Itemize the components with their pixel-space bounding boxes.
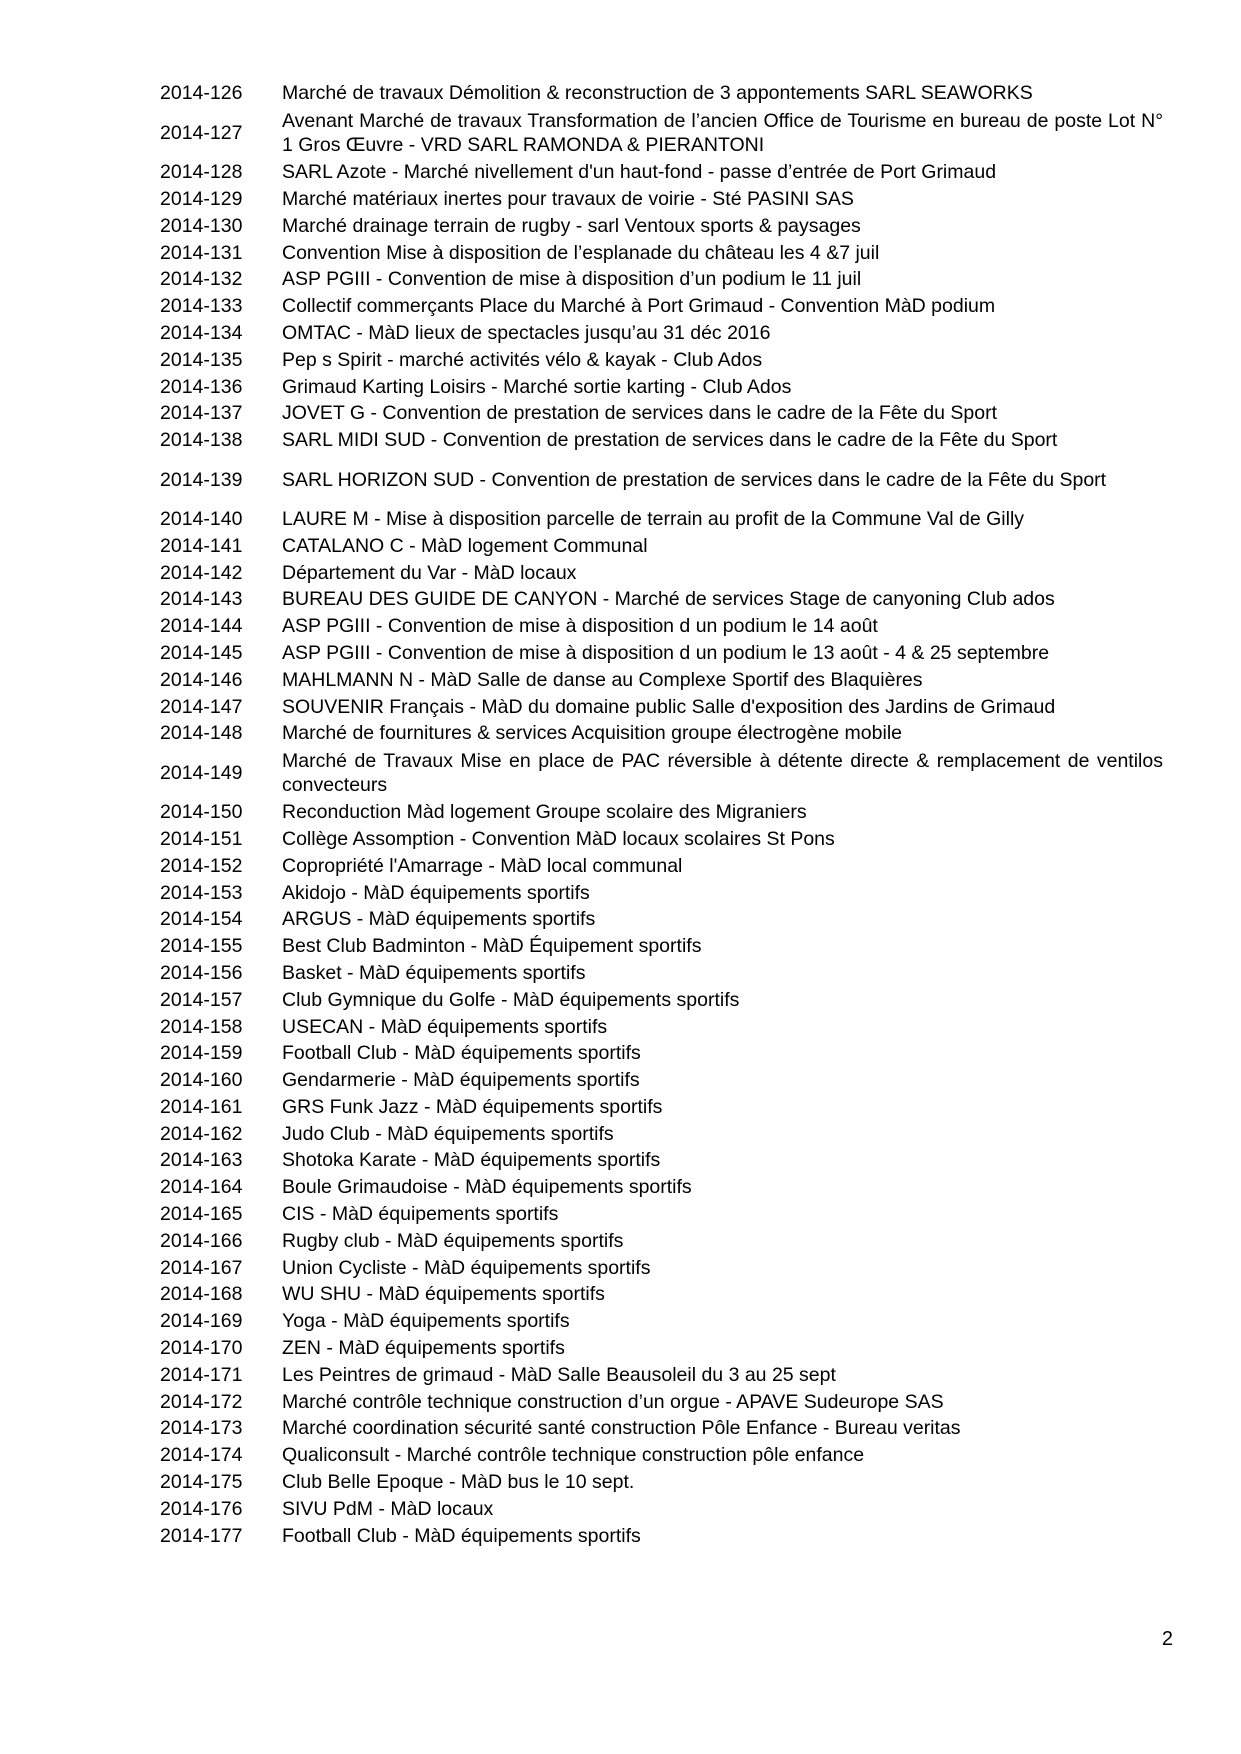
decision-number: 2014-170: [160, 1337, 243, 1360]
decision-description: Union Cycliste - MàD équipements sportifs: [282, 1256, 651, 1279]
decision-number: 2014-146: [160, 668, 243, 691]
list-item: [160, 1388, 1163, 1415]
list-item: [160, 1227, 1163, 1254]
decision-number: 2014-166: [160, 1229, 243, 1252]
list-item: [160, 239, 1163, 266]
decision-number: 2014-152: [160, 854, 243, 877]
decision-description: Best Club Badminton - MàD Équipement sportifs: [282, 935, 702, 958]
decision-description: Marché coordination sécurité santé construction Pôle Enfance - Bureau veritas: [282, 1417, 961, 1440]
decision-number: 2014-174: [160, 1444, 243, 1467]
decision-description: Marché de fournitures & services Acquisition groupe électrogène mobile: [282, 722, 903, 745]
decision-description: Collège Assomption - Convention MàD locaux scolaires St Pons: [282, 827, 835, 850]
decision-description: Akidojo - MàD équipements sportifs: [282, 881, 590, 904]
decision-number: 2014-169: [160, 1310, 243, 1333]
decision-number: 2014-136: [160, 375, 243, 398]
list-item: [160, 186, 1163, 213]
list-item: [160, 427, 1163, 454]
decision-description: Rugby club - MàD équipements sportifs: [282, 1229, 624, 1252]
decision-description: Pep s Spirit - marché activités vélo & kayak - Club Ados: [282, 348, 763, 371]
list-item: [160, 933, 1163, 960]
decision-description: JOVET G - Convention de prestation de services dans le cadre de la Fête du Sport: [282, 402, 998, 425]
list-item: [160, 879, 1163, 906]
decision-description: WU SHU - MàD équipements sportifs: [282, 1283, 605, 1306]
list-item: [160, 320, 1163, 347]
decision-number: 2014-147: [160, 695, 243, 718]
decision-description: Marché de Travaux Mise en place de PAC réversible à détente directe & remplacement de ventilos convecteurs: [282, 749, 1163, 796]
decision-number: 2014-172: [160, 1390, 243, 1413]
decision-number: 2014-161: [160, 1095, 243, 1118]
list-item: [160, 80, 1163, 107]
list-item: [160, 613, 1163, 640]
decision-description: GRS Funk Jazz - MàD équipements sportifs: [282, 1095, 663, 1118]
decision-number: 2014-138: [160, 429, 243, 452]
list-item: [160, 720, 1163, 747]
list-item: [160, 960, 1163, 987]
list-item: [160, 532, 1163, 559]
list-item: [160, 1120, 1163, 1147]
decision-number: 2014-165: [160, 1203, 243, 1226]
decision-number: 2014-131: [160, 241, 243, 264]
list-item: [160, 1013, 1163, 1040]
decision-number: 2014-135: [160, 348, 243, 371]
decision-number: 2014-132: [160, 268, 243, 291]
list-item: [160, 852, 1163, 879]
decision-number: 2014-144: [160, 615, 243, 638]
list-item: [160, 400, 1163, 427]
decision-description: MAHLMANN N - MàD Salle de danse au Complexe Sportif des Blaquières: [282, 668, 923, 691]
list-item: [160, 1147, 1163, 1174]
decision-description: CIS - MàD équipements sportifs: [282, 1203, 559, 1226]
decision-number: 2014-142: [160, 561, 243, 584]
list-item: [160, 826, 1163, 853]
list-item: [160, 1442, 1163, 1469]
decision-number: 2014-154: [160, 908, 243, 931]
decision-description: Marché de travaux Démolition & reconstruction de 3 appontements SARL SEAWORKS: [282, 82, 1033, 105]
decision-number: 2014-151: [160, 827, 243, 850]
list-item: [160, 1361, 1163, 1388]
list-item: [160, 107, 1163, 159]
decision-description: Club Belle Epoque - MàD bus le 10 sept.: [282, 1471, 635, 1494]
decision-description: Les Peintres de grimaud - MàD Salle Beausoleil du 3 au 25 sept: [282, 1363, 836, 1386]
decision-description: SARL Azote - Marché nivellement d'un haut-fond - passe d’entrée de Port Grimaud: [282, 161, 997, 184]
list-item: [160, 1308, 1163, 1335]
decision-number: 2014-168: [160, 1283, 243, 1306]
decision-number: 2014-129: [160, 187, 243, 210]
list-item: [160, 1067, 1163, 1094]
decision-number: 2014-159: [160, 1042, 243, 1065]
list-item: [160, 666, 1163, 693]
decision-description: OMTAC - MàD lieux de spectacles jusqu’au 31 déc 2016: [282, 321, 771, 344]
decision-number: 2014-158: [160, 1015, 243, 1038]
list-item: [160, 1254, 1163, 1281]
list-item: [160, 640, 1163, 667]
list-item: [160, 986, 1163, 1013]
decision-number: 2014-171: [160, 1363, 243, 1386]
list-item: [160, 346, 1163, 373]
list-item: [160, 747, 1163, 799]
decision-description: ASP PGIII - Convention de mise à disposition d un podium le 14 août: [282, 615, 878, 638]
decision-number: 2014-175: [160, 1471, 243, 1494]
decision-number: 2014-148: [160, 722, 243, 745]
decision-description: SIVU PdM - MàD locaux: [282, 1497, 494, 1520]
decision-number: 2014-160: [160, 1069, 243, 1092]
decision-number: 2014-139: [160, 468, 243, 491]
decision-description: Reconduction Màd logement Groupe scolaire des Migraniers: [282, 801, 807, 824]
decision-number: 2014-153: [160, 881, 243, 904]
list-item: [160, 212, 1163, 239]
decision-number: 2014-130: [160, 214, 243, 237]
decision-number: 2014-126: [160, 82, 243, 105]
decision-number: 2014-137: [160, 402, 243, 425]
decision-number: 2014-173: [160, 1417, 243, 1440]
decision-number: 2014-149: [160, 761, 243, 784]
list-item: [160, 1335, 1163, 1362]
list-item: [160, 1415, 1163, 1442]
list-item: [160, 693, 1163, 720]
list-item: [160, 586, 1163, 613]
list-item: [160, 159, 1163, 186]
list-item: [160, 1469, 1163, 1496]
page-number: 2: [1161, 1628, 1173, 1650]
decision-number: 2014-162: [160, 1122, 243, 1145]
decision-description: ASP PGIII - Convention de mise à disposition d’un podium le 11 juil: [282, 268, 862, 291]
decision-number: 2014-133: [160, 295, 243, 318]
list-item: [160, 1201, 1163, 1228]
decision-description: Shotoka Karate - MàD équipements sportifs: [282, 1149, 661, 1172]
decision-number: 2014-164: [160, 1176, 243, 1199]
decision-description: Yoga - MàD équipements sportifs: [282, 1310, 570, 1333]
list-item: [160, 799, 1163, 826]
decision-description: Convention Mise à disposition de l’esplanade du château les 4 &7 juil: [282, 241, 880, 264]
decision-number: 2014-163: [160, 1149, 243, 1172]
decision-description: SARL MIDI SUD - Convention de prestation de services dans le cadre de la Fête du Sport: [282, 429, 1058, 452]
decision-number: 2014-128: [160, 161, 243, 184]
decision-description: Département du Var - MàD locaux: [282, 561, 577, 584]
decision-number: 2014-156: [160, 961, 243, 984]
decision-description: Marché contrôle technique construction d’un orgue - APAVE Sudeurope SAS: [282, 1390, 944, 1413]
decision-number: 2014-145: [160, 641, 243, 664]
decision-description: Qualiconsult - Marché contrôle technique construction pôle enfance: [282, 1444, 865, 1467]
decision-description: ASP PGIII - Convention de mise à disposition d un podium le 13 août - 4 & 25 septembre: [282, 641, 1050, 664]
list-item: [160, 1495, 1163, 1522]
decision-description: Collectif commerçants Place du Marché à Port Grimaud - Convention MàD podium: [282, 295, 996, 318]
decision-description: LAURE M - Mise à disposition parcelle de terrain au profit de la Commune Val de Gilly: [282, 507, 1025, 530]
decision-description: BUREAU DES GUIDE DE CANYON - Marché de services Stage de canyoning Club ados: [282, 588, 1055, 611]
decision-description: Copropriété l'Amarrage - MàD local communal: [282, 854, 683, 877]
decision-description: Gendarmerie - MàD équipements sportifs: [282, 1069, 640, 1092]
decisions-list: [160, 80, 1163, 1549]
decision-description: CATALANO C - MàD logement Communal: [282, 534, 648, 557]
decision-description: SARL HORIZON SUD - Convention de prestation de services dans le cadre de la Fête du Sport: [282, 468, 1107, 491]
decision-number: 2014-127: [160, 121, 243, 144]
list-item: [160, 506, 1163, 533]
list-item: [160, 1522, 1163, 1549]
decision-description: ARGUS - MàD équipements sportifs: [282, 908, 596, 931]
decision-description: Boule Grimaudoise - MàD équipements sportifs: [282, 1176, 692, 1199]
decision-description: Marché drainage terrain de rugby - sarl Ventoux sports & paysages: [282, 214, 861, 237]
list-item: [160, 1174, 1163, 1201]
decision-number: 2014-141: [160, 534, 243, 557]
decision-number: 2014-134: [160, 321, 243, 344]
decision-description: Marché matériaux inertes pour travaux de voirie - Sté PASINI SAS: [282, 187, 854, 210]
decision-description: Judo Club - MàD équipements sportifs: [282, 1122, 614, 1145]
list-item: [160, 559, 1163, 586]
decision-description: Avenant Marché de travaux Transformation de l’ancien Office de Tourisme en bureau de poste Lot N° 1 Gros Œuvre - VRD SARL RAMONDA & PIERANTONI: [282, 109, 1163, 156]
decision-number: 2014-150: [160, 801, 243, 824]
decision-number: 2014-177: [160, 1524, 243, 1547]
decision-number: 2014-157: [160, 988, 243, 1011]
decision-description: Grimaud Karting Loisirs - Marché sortie karting - Club Ados: [282, 375, 792, 398]
decision-number: 2014-167: [160, 1256, 243, 1279]
list-item: [160, 1094, 1163, 1121]
decision-description: SOUVENIR Français - MàD du domaine public Salle d'exposition des Jardins de Grimaud: [282, 695, 1056, 718]
list-item: [160, 906, 1163, 933]
decision-description: Football Club - MàD équipements sportifs: [282, 1042, 641, 1065]
list-item: [160, 454, 1163, 506]
decision-description: Football Club - MàD équipements sportifs: [282, 1524, 641, 1547]
list-item: [160, 373, 1163, 400]
decision-description: Basket - MàD équipements sportifs: [282, 961, 586, 984]
list-item: [160, 293, 1163, 320]
decision-number: 2014-155: [160, 935, 243, 958]
decision-description: USECAN - MàD équipements sportifs: [282, 1015, 608, 1038]
decision-number: 2014-176: [160, 1497, 243, 1520]
list-item: [160, 1281, 1163, 1308]
list-item: [160, 1040, 1163, 1067]
list-item: [160, 266, 1163, 293]
decision-description: ZEN - MàD équipements sportifs: [282, 1337, 565, 1360]
decision-number: 2014-140: [160, 507, 243, 530]
decision-number: 2014-143: [160, 588, 243, 611]
decision-description: Club Gymnique du Golfe - MàD équipements sportifs: [282, 988, 740, 1011]
